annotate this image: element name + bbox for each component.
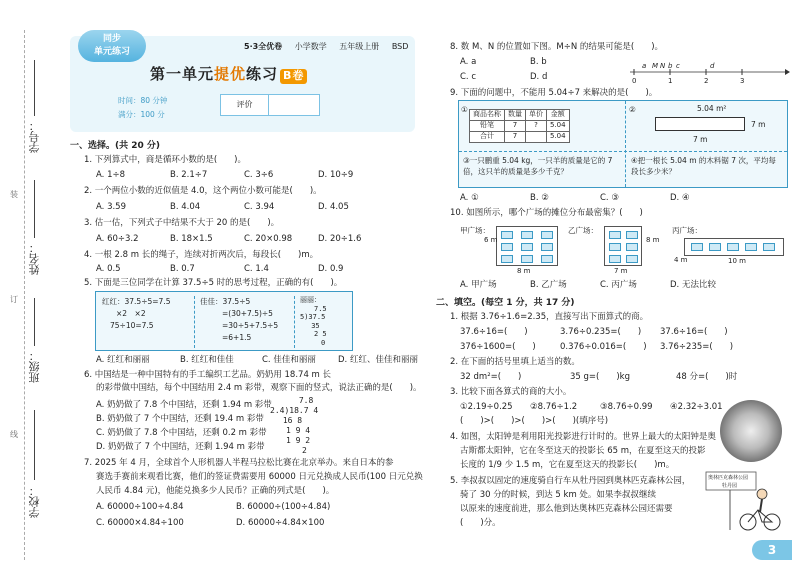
q7-stem-line3: 人民币 4.84 元)，他能兑换多少人民币？正确的列式是( )。 (96, 486, 335, 496)
school-field[interactable] (34, 410, 35, 480)
tick-label: 2 (704, 77, 709, 85)
method-line: =6+1.5 (222, 333, 252, 342)
q2-option[interactable]: B. 4.04 (170, 202, 201, 212)
f2-blank[interactable]: 32 dm²=( ) (460, 372, 522, 382)
publisher: 5·3全优卷 (244, 42, 283, 51)
goods-table (469, 109, 570, 143)
method-line: 75÷10=7.5 (110, 321, 154, 330)
table-cell: 铅笔 (470, 121, 505, 132)
dim-label: 8 m (646, 236, 660, 244)
q7-stem-line1: 7. 2025 年 4 月，全球首个人形机器人半程马拉松比赛在北京举办。来自日本的参 (84, 458, 394, 468)
stall (609, 243, 621, 251)
stall (763, 243, 775, 251)
q7-stem-line2: 赛选手赛前来观看比赛，他们的签证费需要用 60000 日元兑换成人民币(100 日元兑换 (96, 472, 423, 482)
problem-mark: ② (629, 105, 636, 114)
cut-line (24, 30, 25, 560)
f1-stem: 1. 根据 3.76÷1.6=2.35，直接写出下面算式的商。 (450, 312, 649, 322)
q2-option[interactable]: A. 3.59 (96, 202, 126, 212)
q3-option[interactable]: D. 20÷1.6 (318, 234, 362, 244)
q2-option[interactable]: D. 4.05 (318, 202, 349, 212)
q8-option[interactable]: B. b (530, 57, 547, 67)
q6-long-division (270, 396, 318, 456)
q1-option[interactable]: D. 10÷9 (318, 170, 354, 180)
arrow-icon (785, 69, 790, 75)
f4-line1: 4. 如图，太阳钟是利用阳光投影进行计时的。世界上最大的太阳钟是奥 (450, 432, 716, 442)
table-cell: 7 (505, 121, 526, 132)
q10-option[interactable]: A. 甲广场 (460, 280, 497, 290)
point-label: M (652, 62, 659, 70)
exam-meta (118, 94, 167, 122)
division-line: 2.4)18.7 4 (270, 406, 319, 415)
q1-option[interactable]: C. 3÷6 (244, 170, 274, 180)
q4-option[interactable]: A. 0.5 (96, 264, 121, 274)
book-info (244, 42, 418, 53)
q3-option[interactable]: A. 60÷3.2 (96, 234, 139, 244)
point-label: b (668, 62, 673, 70)
method-name: 红红： (102, 297, 125, 306)
q10-option[interactable]: B. 乙广场 (530, 280, 567, 290)
f3-item: ②8.76÷1.2 (530, 402, 578, 412)
rect-area-label: 5.04 m² (697, 104, 727, 113)
f3-item: ①2.19÷0.25 (460, 402, 513, 412)
class-label: 班级： (28, 350, 41, 383)
f5-line1: 5. 李叔叔以固定的速度骑自行车从牡丹园到奥林匹克森林公园， (450, 476, 691, 486)
brand-logo (78, 30, 148, 64)
page-title (150, 64, 307, 84)
method-name: 丽丽： (300, 296, 321, 304)
method-line: 5)37.5 (300, 313, 326, 321)
f5-line2: 骑了 30 分的时候，到达 5 km 处。如果李叔叔继续 (460, 490, 656, 500)
point-label: N (660, 62, 666, 70)
division-line: 7.8 (270, 396, 314, 405)
q2-option[interactable]: C. 3.94 (244, 202, 275, 212)
tick-label: 1 (668, 77, 673, 85)
dim-label: 8 m (517, 267, 531, 275)
table-header: 数量 (505, 110, 526, 121)
table-cell: 5.04 (547, 121, 570, 132)
divider (294, 296, 295, 348)
student-id-label: 学号： (28, 120, 41, 153)
table-cell: ? (526, 121, 547, 132)
q5-methods-box (95, 291, 353, 351)
q9-problem-box (458, 100, 788, 188)
f3-item: ④2.32÷3.01 (670, 402, 723, 412)
q4-stem: 4. 一根 2.8 m 长的绳子，连续对折两次后，每段长( )m。 (84, 250, 319, 260)
dim-label: 7 m (614, 267, 628, 275)
rect-side-label: 7 m (751, 120, 766, 129)
q10-option[interactable]: D. 无法比较 (670, 280, 716, 290)
stall (745, 243, 757, 251)
sign-text: 奥林匹克森林公园 (708, 475, 749, 481)
fold-mark: 订 (10, 295, 18, 304)
f1-blank[interactable]: 0.376÷0.016=( ) (560, 342, 647, 352)
point-label: a (642, 62, 647, 70)
time-limit: 时间：80 分钟 (118, 96, 168, 105)
problem-mark: ① (461, 105, 468, 114)
evaluation-box[interactable] (220, 94, 320, 116)
q7-option[interactable]: C. 60000×4.84÷100 (96, 518, 184, 528)
problem-4-text: ④把一根长 5.04 m 的木料锯 7 次，平均每段长多少米？ (631, 156, 776, 176)
f1-blank[interactable]: 37.6÷16=( ) (460, 327, 528, 337)
tick-label: 3 (740, 77, 745, 85)
dim-label: 6 m (484, 236, 498, 244)
f5-line3: 以原来的速度前进，那么他到达奥林匹克森林公园还需要 (460, 504, 673, 514)
rider-body (760, 499, 762, 512)
full-score: 满分：100 分 (118, 110, 165, 119)
q4-option[interactable]: C. 1.4 (244, 264, 269, 274)
q6-stem-line2: 的彩带做中国结，每个中国结用 2.4 m 彩带，观察下面的竖式，说法正确的是( )。 (96, 383, 422, 393)
stall (727, 243, 739, 251)
problem-3-text: ③一只鹏重 5.04 kg，一只羊的质量是它的 7 倍，这只羊的质量是多少千克？ (463, 156, 613, 176)
rider-head (757, 489, 767, 499)
section-fill-title: 二、填空。(每空 1 分，共 17 分) (436, 298, 575, 308)
binding-strip (6, 30, 48, 560)
q5-option[interactable]: D. 红红、佳佳和丽丽 (338, 355, 418, 365)
q4-option[interactable]: D. 0.9 (318, 264, 344, 274)
f3-item: ③8.76÷0.99 (600, 402, 653, 412)
name-field[interactable] (34, 180, 35, 238)
table-header: 单价 (526, 110, 547, 121)
edition: BSD (391, 42, 409, 51)
q8-option[interactable]: C. c (460, 72, 477, 82)
dim-label: 4 m (674, 256, 688, 264)
f1-blank[interactable]: 3.76÷0.235=( ) (560, 327, 642, 337)
page-number: 3 (752, 540, 792, 560)
q1-option[interactable]: A. 1÷8 (96, 170, 126, 180)
stall (691, 243, 703, 251)
q5-option[interactable]: C. 佳佳和丽丽 (262, 355, 316, 365)
f1-blank[interactable]: 376÷1600=( ) (460, 342, 536, 352)
q7-option[interactable]: B. 60000÷(100÷4.84) (236, 502, 331, 512)
q1-stem: 1. 下列算式中，商是循环小数的是( )。 (84, 155, 246, 165)
f3-answer-blanks[interactable]: ( )>( )>( )>( )(填序号) (460, 416, 609, 426)
stall (521, 255, 533, 263)
q6-option[interactable]: B. 奶奶做了 7 个中国结，还剩 19.4 m 彩带 (96, 414, 264, 424)
plaza-yi-label: 乙广场： (568, 226, 598, 235)
stall (609, 231, 621, 239)
title-highlight: 提优 (214, 65, 247, 83)
method-line: =(30+7.5)÷5 (222, 309, 273, 318)
stall (541, 231, 553, 239)
fold-mark: 线 (10, 430, 18, 439)
f5-line4: ( )分。 (460, 518, 501, 528)
title-badge: B卷 (280, 69, 307, 84)
q8-option[interactable]: D. d (530, 72, 548, 82)
point-label: c (676, 62, 680, 70)
method-line: 7.5 (300, 304, 327, 313)
q8-number-line (630, 60, 790, 86)
f2-stem: 2. 在下面的括号里填上适当的数。 (450, 357, 580, 367)
q2-stem: 2. 一个两位小数的近似值是 4.0，这个两位小数可能是( )。 (84, 186, 322, 196)
q3-option[interactable]: C. 20×0.98 (244, 234, 293, 244)
student-id-field[interactable] (34, 60, 35, 116)
stall (501, 255, 513, 263)
f4-line2: 古斯都太阳钟，它在冬至这天的投影长 65 m，在夏至这天的投影 (460, 446, 706, 456)
method-line: 0 (300, 338, 326, 347)
brand-line-2: 单元练习 (93, 47, 130, 57)
point-label: d (710, 62, 715, 70)
table-header: 商品名称 (470, 110, 505, 121)
q9-option[interactable]: B. ② (530, 193, 549, 203)
q5-stem: 5. 下面是三位同学在计算 37.5÷5 时的思考过程，正确的有( )。 (84, 278, 343, 288)
q9-option[interactable]: D. ④ (670, 193, 690, 203)
division-line: 1 9 2 (270, 436, 311, 445)
q9-option[interactable]: A. ① (460, 193, 479, 203)
f2-blank[interactable]: 48 分=( )时 (676, 372, 738, 382)
name-label: 姓名： (28, 242, 41, 275)
title-part: 练习 (246, 65, 279, 83)
stall (709, 243, 721, 251)
plaza-jia-label: 甲广场： (460, 226, 490, 235)
q1-option[interactable]: B. 2.1÷7 (170, 170, 208, 180)
method-line: ×2 ×2 (116, 309, 146, 318)
plaza-bing-label: 丙广场： (672, 226, 702, 235)
sign-text: 牡丹园 (722, 483, 738, 489)
table-cell: 7 (505, 132, 526, 143)
f2-blank[interactable]: 35 g=( )kg (570, 372, 630, 382)
division-line: 2 (270, 446, 307, 455)
tick-label: 0 (632, 77, 637, 85)
fold-mark: 装 (10, 190, 18, 199)
q4-option[interactable]: B. 0.7 (170, 264, 195, 274)
title-part: 第一单元 (150, 65, 215, 83)
method-name: 佳佳： (200, 297, 223, 306)
plaza-yi (604, 226, 642, 266)
stall (521, 231, 533, 239)
stall (609, 255, 621, 263)
f1-blank[interactable]: 3.76÷235=( ) (660, 342, 734, 352)
stall (626, 255, 638, 263)
q3-option[interactable]: B. 18×1.5 (170, 234, 213, 244)
stall (501, 243, 513, 251)
method-line: 35 (300, 321, 320, 330)
dim-label: 10 m (728, 257, 746, 265)
stall (626, 231, 638, 239)
brand-line-1: 同步 (102, 34, 121, 44)
stall (501, 231, 513, 239)
plaza-bing (684, 238, 784, 256)
method-line: =30÷5+7.5÷5 (222, 321, 279, 330)
q6-option[interactable]: D. 奶奶做了 7 个中国结，还剩 1.94 m 彩带 (96, 442, 265, 452)
q7-option[interactable]: A. 60000÷100÷4.84 (96, 502, 184, 512)
stall (521, 243, 533, 251)
rectangle-figure (655, 117, 745, 131)
stall (541, 243, 553, 251)
division-line: 16 8 (270, 416, 303, 425)
q6-option[interactable]: A. 奶奶做了 7.8 个中国结，还剩 1.94 m 彩带 (96, 400, 272, 410)
table-cell (526, 132, 547, 143)
q10-option[interactable]: C. 丙广场 (600, 280, 637, 290)
evaluation-label: 评价 (221, 95, 269, 115)
grade: 五年级上册 (339, 42, 380, 51)
section-choice-title: 一、选择。(共 20 分) (70, 141, 161, 151)
q10-stem: 10. 如图所示，哪个广场的摊位分布最密集？( ) (450, 208, 643, 218)
q9-stem: 9. 下面的问题中，不能用 5.04÷7 来解决的是( )。 (450, 88, 658, 98)
q6-option[interactable]: C. 奶奶做了 7.8 个中国结，还剩 0.2 m 彩带 (96, 428, 267, 438)
rect-bottom-label: 7 m (693, 135, 708, 144)
table-cell: 5.04 (547, 132, 570, 143)
q8-option[interactable]: A. a (460, 57, 477, 67)
q8-stem: 8. 数 M、N 的位置如下图。M÷N 的结果可能是( )。 (450, 42, 664, 52)
table-header: 金额 (547, 110, 570, 121)
stall (626, 243, 638, 251)
stall (541, 255, 553, 263)
cyclist-image (700, 470, 782, 532)
f4-line3: 长度的 1/9 少 1.5 m，它在夏至这天的投影长( )m。 (460, 460, 675, 470)
q7-option[interactable]: D. 60000÷4.84×100 (236, 518, 325, 528)
method-line: 37.5÷5=7.5 (124, 297, 171, 306)
q9-option[interactable]: C. ③ (600, 193, 619, 203)
plaza-jia (496, 226, 558, 266)
method-line: 37.5÷5 (222, 297, 251, 306)
sundial-image (720, 400, 782, 462)
q5-option[interactable]: B. 红红和佳佳 (180, 355, 234, 365)
f3-stem: 3. 比较下面各算式的商的大小。 (450, 387, 572, 397)
division-line: 1 9 4 (270, 426, 311, 435)
q6-stem-line1: 6. 中国结是一种中国特有的手工编织工艺品。奶奶用 18.74 m 长 (84, 370, 332, 380)
method-line: 2 5 (300, 330, 327, 338)
f1-blank[interactable]: 37.6÷16=( ) (660, 327, 728, 337)
q3-stem: 3. 估一估，下列式子中结果不大于 20 的是( )。 (84, 218, 280, 228)
divider (459, 151, 787, 152)
q5-option[interactable]: A. 红红和丽丽 (96, 355, 150, 365)
divider (194, 296, 195, 348)
school-label: 学校： (28, 485, 41, 518)
table-cell: 合计 (470, 132, 505, 143)
subject: 小学数学 (294, 42, 327, 51)
class-field[interactable] (34, 298, 35, 346)
divider (625, 101, 626, 187)
